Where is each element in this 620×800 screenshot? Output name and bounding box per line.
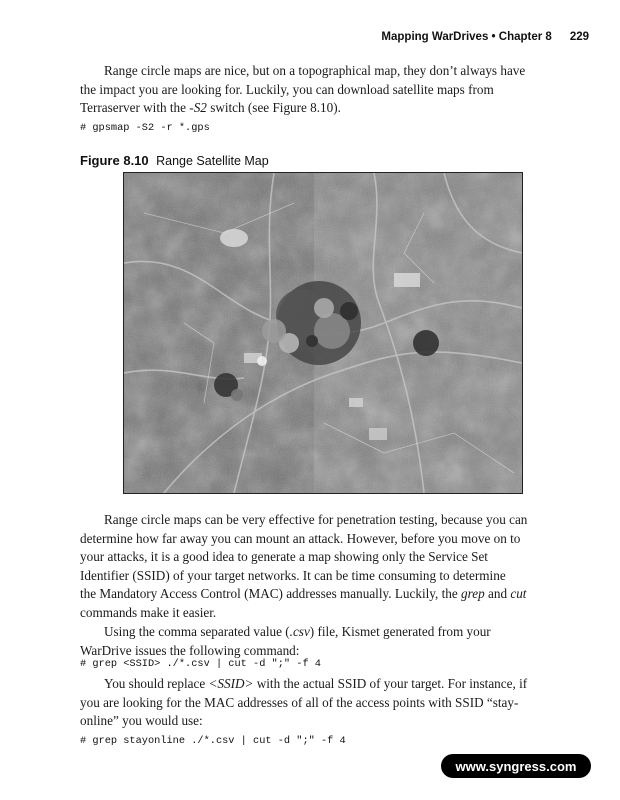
running-title: Mapping WarDrives • Chapter 8	[381, 31, 552, 43]
paragraph-csv	[80, 623, 558, 660]
figure-caption	[80, 153, 269, 168]
csv-term: .csv	[289, 624, 310, 639]
code-grep-stayonline: # grep stayonline ./*.csv | cut -d ";" -f 4	[80, 735, 346, 747]
text-line: determine how far away you can mount an attack. However, before you move on to	[80, 530, 521, 546]
publisher-url-badge	[441, 754, 591, 778]
text-line: WarDrive issues the following command:	[80, 642, 300, 658]
ssid-term: <SSID>	[208, 676, 254, 691]
code-gpsmap: # gpsmap -S2 -r *.gps	[80, 122, 210, 134]
text-line: the Mandatory Access Control (MAC) addresses manually. Luckily, the grep and cut	[80, 586, 527, 602]
text-line: commands make it easier.	[80, 604, 217, 620]
switch-name: -S2	[189, 100, 207, 116]
satellite-map-image	[123, 172, 523, 494]
text-line: You should replace <SSID> with the actual SSID of your target. For instance, if	[104, 676, 528, 691]
figure-title: Range Satellite Map	[156, 154, 269, 168]
text-line: Range circle maps are nice, but on a topographical map, they don’t always have	[104, 63, 526, 78]
publisher-url: www.syngress.com	[455, 758, 577, 774]
text-line: Range circle maps can be very effective for penetration testing, because you can	[104, 512, 528, 527]
text-line: the impact you are looking for. Luckily, you can download satellite maps from	[80, 81, 494, 97]
code-grep-ssid: # grep <SSID> ./*.csv | cut -d ";" -f 4	[80, 658, 321, 670]
running-header	[381, 31, 589, 43]
text-line: online” you would use:	[80, 713, 203, 729]
text-line: your attacks, it is a good idea to generate a map showing only the Service Set	[80, 549, 488, 565]
text-line: you are looking for the MAC addresses of all of the access points with SSID “stay-	[80, 694, 519, 710]
page-number: 229	[569, 31, 589, 43]
paragraph-intro	[80, 62, 558, 118]
text-line: Identifier (SSID) of your target networks. It can be time consuming to determine	[80, 567, 506, 583]
cut-term: cut	[510, 586, 527, 602]
figure-number: Figure 8.10	[80, 153, 149, 168]
paragraph-replace	[80, 675, 558, 731]
text-line: Using the comma separated value (.csv) file, Kismet generated from your	[104, 624, 491, 639]
text-line: Terraserver with the -S2 switch (see Figure 8.10).	[80, 100, 341, 116]
paragraph-range-circle	[80, 511, 558, 623]
grep-term: grep	[461, 586, 485, 602]
